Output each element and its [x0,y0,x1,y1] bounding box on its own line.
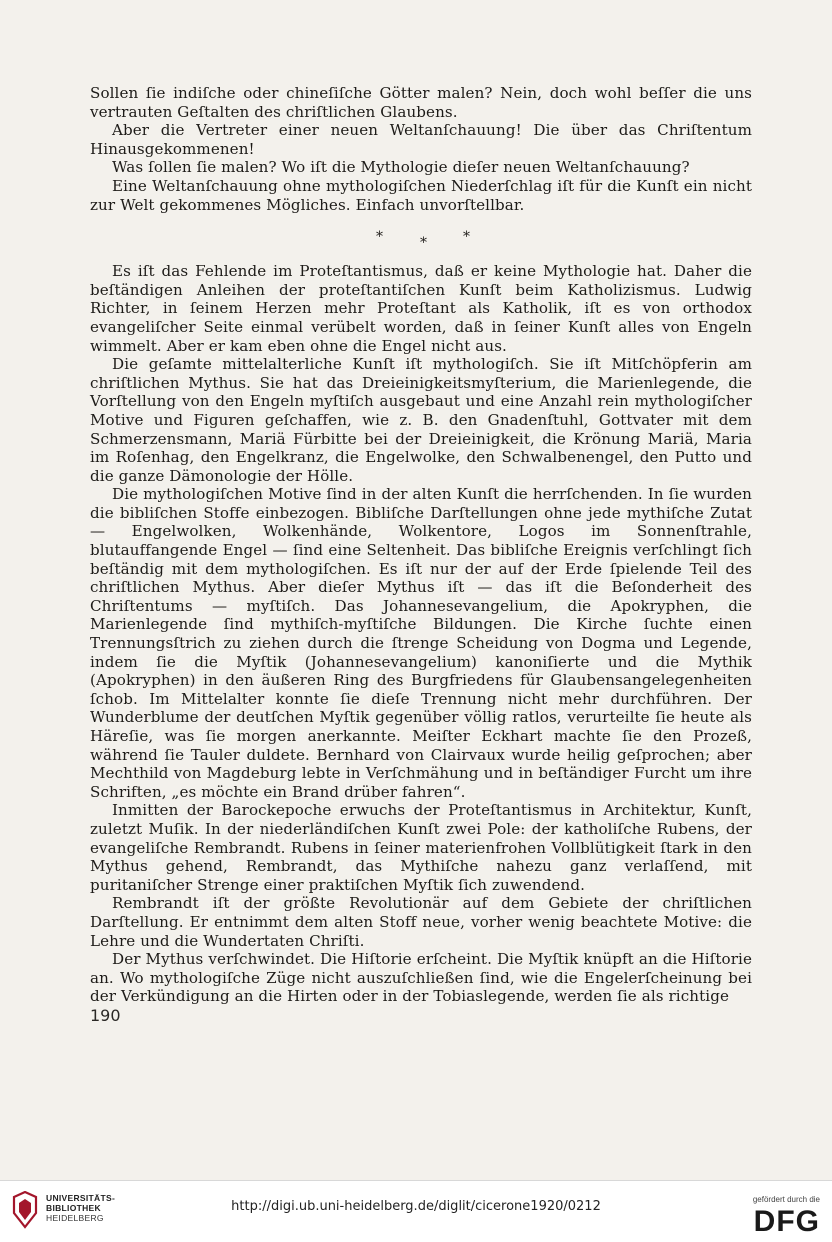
separator-star: * [463,229,471,246]
paragraph: Was ſollen ſie malen? Wo iſt die Mythologie dieſer neuen Weltanſchauung? [112,158,690,177]
paragraph: Sollen ſie indiſche oder chineſiſche Götter malen? Nein, doch wohl beſſer die uns vertrauten Geſtalten des chriſtlichen Glaubens. [90,84,752,121]
paragraph: Eine Weltanſchauung ohne mythologiſchen Niederſchlag iſt für die Kunſt ein nicht zur Welt gekommenes Mögliches. Einfach unvorſtellbar. [90,176,752,214]
library-name-line: BIBLIOTHEK [46,1203,101,1213]
separator-star: * [376,229,384,246]
library-name-line: UNIVERSITÄTS- [46,1193,116,1203]
library-name-line: HEIDELBERG [46,1213,104,1223]
footer-bar [0,1180,832,1242]
page-number: 190 [90,1006,121,1025]
sponsor-text: gefördert durch die [752,1195,820,1204]
separator-star: * [420,235,428,252]
paragraph: Rembrandt iſt der größte Revolutionär auf dem Gebiete der chriſtlichen Darſtellung. Er entnimmt dem alten Stoff neue, vorher wenig beachtete Motive: die Lehre und die Wundertaten Chriſti. [90,894,752,950]
paragraph: Die geſamte mittelalterliche Kunſt iſt mythologiſch. Sie iſt Mitſchöpferin am chriſtlichen Mythus. Sie hat das Dreieinigkeitsmyſterium, die Marienlegende, die Vorſtellung von den Engeln myſtiſch ausgebaut und eine Anzahl rein mythologiſcher Motive und Figuren geſchaffen, wie z. B. den Gnadenſtuhl, Gottvater mit dem Schmerzensmann, Mariä Fürbitte bei der Dreieinigkeit, die Krönung Mariä, Maria im Roſenhag, den Engelkranz, die Engelwolke, den Schwalbenengel, den Putto und die ganze Dämonologie der Hölle. [90,355,752,485]
paragraph: Aber die Vertreter einer neuen Weltanſchauung! Die über das Chriſtentum Hinausgekommenen! [90,121,752,158]
paragraph: Inmitten der Barockepoche erwuchs der Proteſtantismus in Architektur, Kunſt, zuletzt Muſik. In der niederländiſchen Kunſt zwei Pole: der katholiſche Rubens, der evangeliſche Rembrandt. Rubens in ſeiner materienfrohen Vollblütigkeit ſtark in den Mythus gehend, Rembrandt, das Mythiſche nahezu ganz verlaſſend, mit puritaniſcher Strenge einer praktiſchen Myſtik ſich zuwendend. [90,801,752,894]
section-separator [90,228,752,250]
dfg-logo: DFG [753,1205,820,1238]
paragraph: Der Mythus verſchwindet. Die Hiſtorie erſcheint. Die Myſtik knüpft an die Hiſtorie an. Wo mythologiſche Züge nicht auszuſchließen ſind, wie die Engelerſcheinung bei der Verkündigung an die Hirten oder in der Tobiaslegende, werden ſie als richtige [90,950,752,1006]
paragraph: Die mythologiſchen Motive ſind in der alten Kunſt die herrſchenden. In ſie wurden die bibliſchen Stoffe einbezogen. Bibliſche Darſtellungen ohne jede mythiſche Zutat — Engelwolken, Wolkenhände, Wolkentore, Logos im Sonnenſtrahle, blutauffangende Engel — ſind eine Seltenheit. Das bibliſche Ereignis verſchlingt ſich beſtändig mit dem mythologiſchen. Es iſt nur der auf der Erde ſpielende Teil des chriſtlichen Mythus. Aber dieſer Mythus iſt — das iſt die Beſonderheit des Chriſtentums — myſtiſch. Das Johannesevangelium, die Apokryphen, die Marienlegende ſind mythiſch-myſtiſche Bildungen. Die Kirche ſuchte einen Trennungsſtrich zu ziehen durch die ſtrenge Scheidung von Dogma und Legende, indem ſie die Myſtik (Johannesevangelium) kanoniſierte und die Mythik (Apokryphen) in den äußeren Ring des Burgfriedens für Glaubensangelegenheiten ſchob. Im Mittelalter konnte ſie dieſe Trennung nicht mehr durchführen. Der Wunderblume der deutſchen Myſtik gegenüber völlig ratlos, verurteilte ſie heute als Häreſie, was ſie morgen anerkannte. Meiſter Eckhart machte ſie den Prozeß, während ſie Tauler duldete. Bernhard von Clairvaux wurde heilig geſprochen; aber Mechthild von Magdeburg lebte in Verſchmähung und in beſtändiger Furcht um ihre Schriften, „es möchte ein Brand drüber fahren“. [90,485,752,801]
paragraph: Es iſt das Fehlende im Proteſtantismus, daß er keine Mythologie hat. Daher die beſtändigen Anleihen der proteſtantiſchen Kunſt beim Katholizismus. Ludwig Richter, in ſeinem Herzen mehr Proteſtant als Katholik, iſt es von orthodox evangeliſcher Seite einmal verübelt worden, daß in ſeiner Kunſt alles von Engeln wimmelt. Aber er kam eben ohne die Engel nicht aus. [90,262,752,355]
body-text [90,84,752,1006]
permalink-url[interactable]: http://digi.ub.uni-heidelberg.de/diglit/cicerone1920/0212 [231,1199,601,1214]
